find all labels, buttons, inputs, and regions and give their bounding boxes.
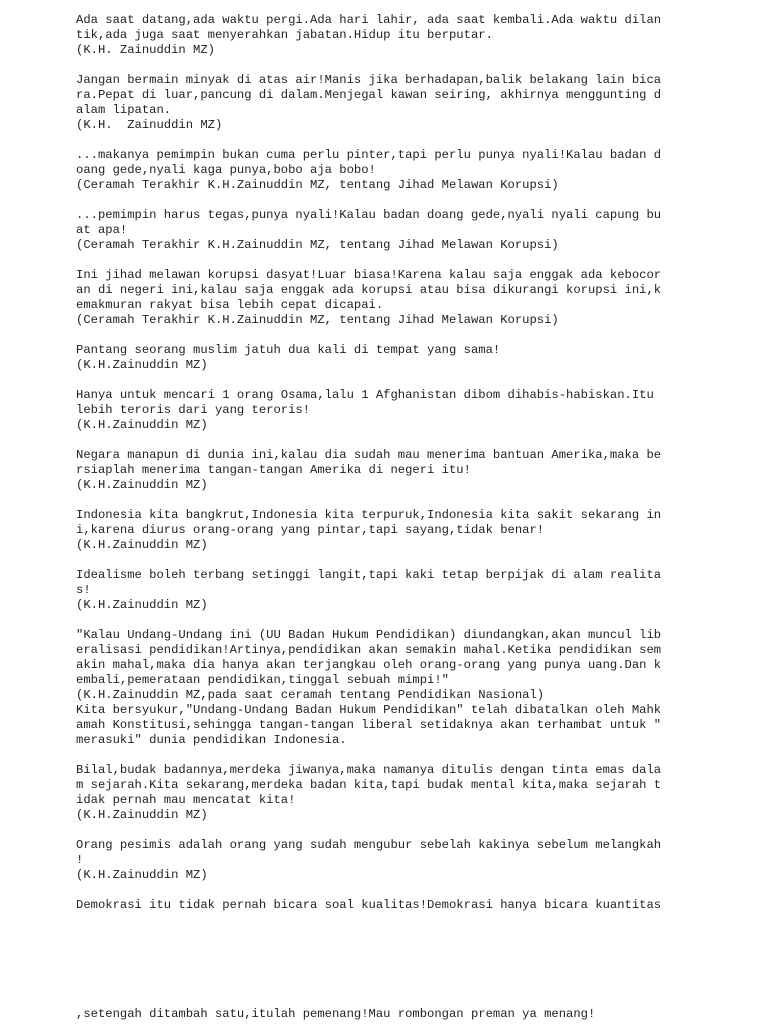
- text-line: ...makanya pemimpin bukan cuma perlu pinter,tapi perlu punya nyali!Kalau badan d: [76, 148, 662, 162]
- quote-paragraph: [76, 898, 676, 913]
- text-line: oang gede,nyali kaga punya,bobo aja bobo!: [76, 163, 376, 177]
- text-line: an di negeri ini,kalau saja enggak ada korupsi atau bisa dikurangi korupsi ini,k: [76, 283, 662, 297]
- quote-paragraph: [76, 343, 676, 373]
- text-line: (K.H.Zainuddin MZ): [76, 418, 208, 432]
- quote-paragraph: [76, 838, 676, 883]
- text-line: !: [76, 853, 84, 867]
- text-line: (K.H.Zainuddin MZ,pada saat ceramah tentang Pendidikan Nasional): [76, 688, 545, 702]
- text-line: Idealisme boleh terbang setinggi langit,tapi kaki tetap berpijak di alam realita: [76, 568, 662, 582]
- text-line: (K.H.Zainuddin MZ): [76, 598, 208, 612]
- text-line: Kita bersyukur,"Undang-Undang Badan Hukum Pendidikan" telah dibatalkan oleh Mahk: [76, 703, 662, 717]
- quote-paragraph: [76, 568, 676, 613]
- text-line: Ini jihad melawan korupsi dasyat!Luar biasa!Karena kalau saja enggak ada kebocor: [76, 268, 662, 282]
- text-line: (K.H. Zainuddin MZ): [76, 43, 215, 57]
- text-line: (K.H.Zainuddin MZ): [76, 538, 208, 552]
- quote-paragraph: [76, 13, 676, 58]
- text-line: Demokrasi itu tidak pernah bicara soal kualitas!Demokrasi hanya bicara kuantitas: [76, 898, 662, 912]
- text-line: ...pemimpin harus tegas,punya nyali!Kalau badan doang gede,nyali nyali capung bu: [76, 208, 662, 222]
- text-line: Ada saat datang,ada waktu pergi.Ada hari lahir, ada saat kembali.Ada waktu dilan: [76, 13, 662, 27]
- text-line: Orang pesimis adalah orang yang sudah mengubur sebelah kakinya sebelum melangkah: [76, 838, 662, 852]
- text-line: rsiaplah menerima tangan-tangan Amerika di negeri itu!: [76, 463, 471, 477]
- text-line: Jangan bermain minyak di atas air!Manis jika berhadapan,balik belakang lain bica: [76, 73, 662, 87]
- quote-paragraph: [76, 148, 676, 193]
- quote-paragraph: [76, 208, 676, 253]
- text-line: (Ceramah Terakhir K.H.Zainuddin MZ, tentang Jihad Melawan Korupsi): [76, 178, 559, 192]
- text-line: akin mahal,maka dia hanya akan terjangkau oleh orang-orang yang punya uang.Dan k: [76, 658, 662, 672]
- text-line: "Kalau Undang-Undang ini (UU Badan Hukum Pendidikan) diundangkan,akan muncul lib: [76, 628, 662, 642]
- document-body: [76, 13, 676, 928]
- trailing-line: ,setengah ditambah satu,itulah pemenang!Mau rombongan preman ya menang!: [76, 1007, 596, 1021]
- quote-paragraph: [76, 448, 676, 493]
- text-line: emakmuran rakyat bisa lebih cepat dicapai.: [76, 298, 384, 312]
- text-line: m sejarah.Kita sekarang,merdeka badan kita,tapi budak mental kita,maka sejarah t: [76, 778, 662, 792]
- text-line: Hanya untuk mencari 1 orang Osama,lalu 1 Afghanistan dibom dihabis-habiskan.Itu: [76, 388, 654, 402]
- text-line: (K.H. Zainuddin MZ): [76, 118, 223, 132]
- text-line: (K.H.Zainuddin MZ): [76, 868, 208, 882]
- text-line: (K.H.Zainuddin MZ): [76, 358, 208, 372]
- text-line: (K.H.Zainuddin MZ): [76, 478, 208, 492]
- quote-paragraph: [76, 763, 676, 823]
- text-line: Pantang seorang muslim jatuh dua kali di tempat yang sama!: [76, 343, 501, 357]
- quote-paragraph: [76, 628, 676, 748]
- text-line: at apa!: [76, 223, 128, 237]
- text-line: (Ceramah Terakhir K.H.Zainuddin MZ, tentang Jihad Melawan Korupsi): [76, 313, 559, 327]
- quote-paragraph: [76, 268, 676, 328]
- text-line: embali,pemerataan pendidikan,tinggal sebuah mimpi!": [76, 673, 449, 687]
- text-line: i,karena diurus orang-orang yang pintar,tapi sayang,tidak benar!: [76, 523, 545, 537]
- text-line: Indonesia kita bangkrut,Indonesia kita terpuruk,Indonesia kita sakit sekarang in: [76, 508, 662, 522]
- quote-paragraph: [76, 388, 676, 433]
- text-line: merasuki" dunia pendidikan Indonesia.: [76, 733, 347, 747]
- text-line: lebih teroris dari yang teroris!: [76, 403, 311, 417]
- text-line: tik,ada juga saat menyerahkan jabatan.Hidup itu berputar.: [76, 28, 493, 42]
- text-line: Bilal,budak badannya,merdeka jiwanya,maka namanya ditulis dengan tinta emas dala: [76, 763, 662, 777]
- text-line: (K.H.Zainuddin MZ): [76, 808, 208, 822]
- text-line: ra.Pepat di luar,pancung di dalam.Menjegal kawan seiring, akhirnya menggunting d: [76, 88, 662, 102]
- quote-paragraph: [76, 73, 676, 133]
- text-line: s!: [76, 583, 91, 597]
- text-line: idak pernah mau mencatat kita!: [76, 793, 296, 807]
- text-line: (Ceramah Terakhir K.H.Zainuddin MZ, tentang Jihad Melawan Korupsi): [76, 238, 559, 252]
- text-line: Negara manapun di dunia ini,kalau dia sudah mau menerima bantuan Amerika,maka be: [76, 448, 662, 462]
- quote-paragraph: [76, 508, 676, 553]
- text-line: alam lipatan.: [76, 103, 172, 117]
- text-line: amah Konstitusi,sehingga tangan-tangan liberal setidaknya akan terhambat untuk ": [76, 718, 662, 732]
- text-line: eralisasi pendidikan!Artinya,pendidikan akan semakin mahal.Ketika pendidikan sem: [76, 643, 662, 657]
